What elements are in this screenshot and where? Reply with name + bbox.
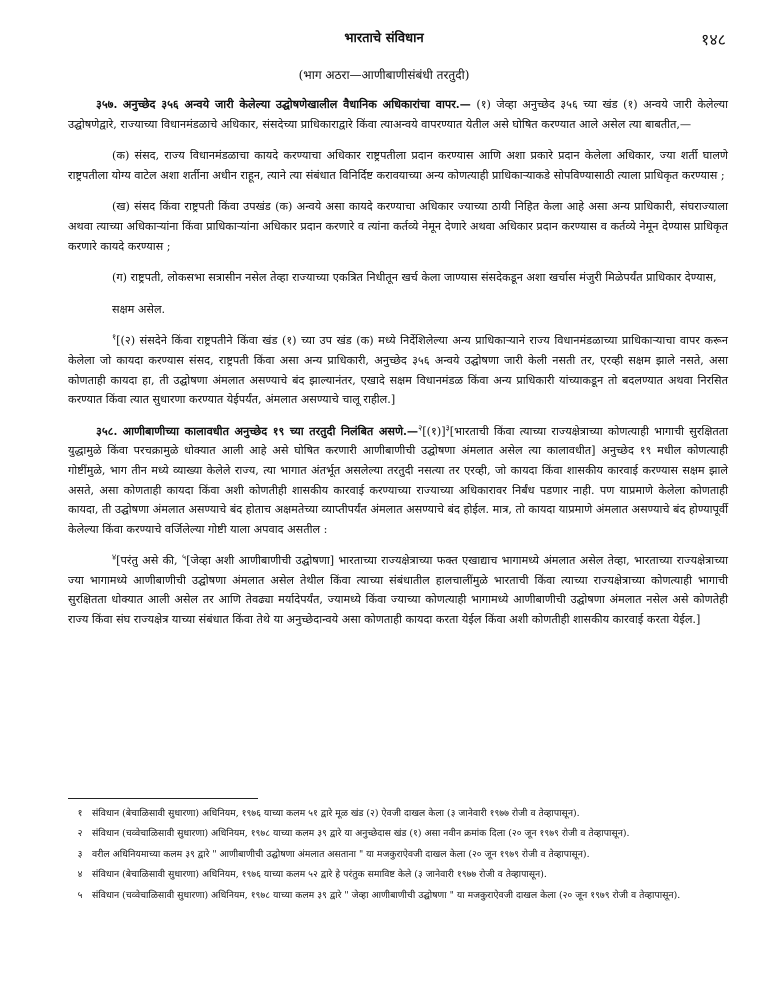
footnote-text: संविधान (चव्वेचाळिसावी सुधारणा) अधिनियम, १९७८ याच्या कलम ३९ द्वारे या अनुच्छेदास खंड (१) असा नवीन क्रमांक दिला (२० जून १९७९ रोजी व तेव्हापासून).	[92, 828, 630, 840]
article-358-clause-1-label: [(१)]	[422, 424, 446, 438]
article-358-proviso	[68, 551, 728, 629]
footnote-ref-4: ४	[112, 552, 117, 562]
article-357-clause-1: (१) जेव्हा अनुच्छेद ३५६ च्या खंड (१) अन्वये जारी केलेल्या उद्घोषणेद्वारे, राज्याच्या विधानमंडळाचे अधिकार, संसदेच्या प्राधिकाराद्वारे किंवा त्याअन्वये वापरण्यात येतील असे घोषित करण्यात आले असेल त्या बाबतीत,—	[68, 98, 728, 131]
footnote	[68, 826, 728, 841]
article-358-heading: आणीबाणीच्या कालावधीत अनुच्छेद १९ च्या तरतुदी निलंबित असणे.—	[122, 423, 419, 438]
article-357-heading: अनुच्छेद ३५६ अन्वये जारी केलेल्या उद्घोषणेखालील वैधानिक अधिकारांचा वापर.—	[122, 97, 471, 111]
footnote-ref-3: ३	[445, 422, 450, 432]
page-number: १४८	[701, 30, 726, 49]
footnote	[68, 867, 728, 882]
footnote-ref-5: ५	[181, 552, 187, 562]
footnote	[68, 847, 728, 862]
document-body	[68, 95, 728, 642]
article-358	[68, 422, 728, 540]
footnotes	[68, 806, 728, 908]
footnote-mark: ५	[77, 889, 83, 901]
footnote-divider	[68, 798, 258, 799]
article-357-clause-2-text: [(२) संसदेने किंवा राष्ट्रपतीने किंवा खंड (१) च्या उप खंड (क) मध्ये निर्देशिलेल्या अन्य प्राधिकाऱ्याने राज्य विधानमंडळाच्या प्राधिकाऱ्याचा वापर करून केलेला जो कायदा करण्यास संसद, राष्ट्रपती किंवा असा अन्य प्राधिकारी, अनुच्छेद ३५६ अन्वये उद्घोषणा जारी केली नसती तर, एरव्ही सक्षम झाले नसते, असा कोणताही कायदा हा, ती उद्घोषणा अंमलात असण्याचे बंद झाल्यानंतर, एखादे सक्षम विधानमंडळ किंवा अन्य प्राधिकारी यांच्याकडून तो बदलण्यात अथवा निरसित करण्यात किंवा त्यात सुधारणा करण्यात येईपर्यंत, अंमलात असण्याचे चालू राहील.]	[68, 334, 728, 407]
article-358-number: ३५८.	[96, 423, 118, 438]
clause-closing: सक्षम असेल.	[112, 302, 166, 316]
page-header-title: भारताचे संविधान	[344, 31, 424, 46]
footnote	[68, 806, 728, 821]
footnote-ref-1: १	[112, 332, 117, 342]
footnote-text: संविधान (बेचाळिसावी सुधारणा) अधिनियम, १९७६ याच्या कलम ५१ द्वारे मूळ खंड (२) ऐवजी दाखल केला (३ जानेवारी १९७७ रोजी व तेव्हापासून).	[92, 808, 580, 819]
proviso-text: [जेव्हा अशी आणीबाणीची उद्घोषणा] भारताच्या राज्यक्षेत्राच्या फक्त एखाद्याच भागामध्ये अंमलात असेल तेव्हा, भारताच्या राज्यक्षेत्राच्या ज्या भागामध्ये आणीबाणीची उद्घोषणा अंमलात असेल तेथील किंवा त्याच्या संबंधातील हालचालींमुळे भारताची किंवा त्याच्या राज्यक्षेत्राच्या कोणत्याही भागाची सुरक्षितता धोक्यात आली असेल तर आणि तेवढ्या मर्यादेपर्यंत, ज्यामध्ये किंवा ज्याच्या कोणत्याही भागामध्ये आणीबाणीची उद्घोषणा अंमलात नसेल असे कोणतेही राज्य किंवा संघ राज्यक्षेत्र याच्या संबंधात किंवा तेथे या अनुच्छेदान्वये असा कोणताही कायदा करता येईल किंवा अशी कोणतीही शासकीय कारवाई करता येईल.]	[68, 554, 728, 627]
clause-b: (ख) संसद किंवा राष्ट्रपती किंवा उपखंड (क) अन्वये असा कायदे करण्याचा अधिकार ज्याच्या ठायी निहित केला आहे असा अन्य प्राधिकारी, संघराज्याला अथवा त्याच्या अधिकाऱ्यांना किंवा प्राधिकाऱ्यांना अधिकार प्रदान करणारे व त्यांना कर्तव्ये नेमून देणारे अथवा अधिकार प्रदान करण्यास व कर्तव्ये नेमून देण्यास प्राधिकृत करणारे कायदे करण्यास ;	[68, 200, 728, 253]
footnote-mark: ३	[77, 848, 83, 860]
footnote-mark: ४	[77, 869, 83, 881]
article-357-number: ३५७.	[96, 97, 118, 111]
proviso-opening: [परंतु असे की,	[116, 554, 178, 568]
article-357-intro	[68, 95, 728, 134]
clause-c: (ग) राष्ट्रपती, लोकसभा सत्रासीन नसेल तेव्हा राज्याच्या एकत्रित निधीतून खर्च केला जाण्यास संसदेकडून अशा खर्चास मंजुरी मिळेपर्यंत प्राधिकार देण्यास,	[112, 271, 717, 285]
footnote-mark: १	[77, 808, 83, 819]
part-subtitle: (भाग अठरा—आणीबाणीसंबंधी तरतुदी)	[298, 68, 470, 82]
footnote-text: संविधान (चव्वेचाळिसावी सुधारणा) अधिनियम, १९७८ याच्या कलम ३९ द्वारे " जेव्हा आणीबाणीची उद्घोषणा " या मजकुराऐवजी दाखल केला (२० जून १९७९ रोजी व तेव्हापासून).	[92, 889, 681, 901]
article-358-text: [भारताची किंवा त्याच्या राज्यक्षेत्राच्या कोणत्याही भागाची सुरक्षितता युद्धामुळे किंवा परचक्रामुळे धोक्यात आली आहे असे घोषित करणारी आणीबाणीची उद्घोषणा अंमलात असेल त्या कालावधीत] अनुच्छेद १९ मधील कोणत्याही गोष्टींमुळे, भाग तीन मध्ये व्याख्या केलेले राज्य, त्या भागात अंतर्भूत असलेल्या तरतुदी नसत्या तर एरव्ही, जो कायदा किंवा शासकीय कारवाई करण्यास सक्षम झाले असते, असा कोणताही कायदा किंवा अशी कोणतीही शासकीय कारवाई करण्याच्या राज्याच्या अधिकारावर निर्बंध पडणार नाही. पण याप्रमाणे केलेला कोणताही कायदा, ती उद्घोषणा अंमलात असण्याचे बंद होताच अक्षमतेच्या व्याप्तीपर्यंत अंमलात असण्याचे बंद होईल. मात्र, तो कायदा याप्रमाणे अंमलात असण्याचे बंद होण्यापूर्वी केलेल्या किंवा करण्याचे वर्जिलेल्या गोष्टी याला अपवाद असतील :	[68, 424, 728, 536]
footnote-text: वरील अधिनियमाच्या कलम ३९ द्वारे " आणीबाणीची उद्घोषणा अंमलात असताना " या मजकुराऐवजी दाखल केला (२० जून १९७९ रोजी व तेव्हापासून).	[92, 848, 590, 860]
footnote-mark: २	[77, 828, 83, 840]
footnote	[68, 888, 728, 903]
clause-a: (क) संसद, राज्य विधानमंडळाचा कायदे करण्याचा अधिकार राष्ट्रपतीला प्रदान करण्यास आणि अशा प्रकारे प्रदान केलेला अधिकार, ज्या शर्ती घालणे राष्ट्रपतीला योग्य वाटेल अशा शर्तीना अधीन राहून, त्याने त्या संबंधात विनिर्दिष्ट करावयाच्या अन्य कोणत्याही प्राधिकाऱ्याकडे सोपविण्यासाठी त्याला प्राधिकृत करण्यास ;	[68, 149, 728, 182]
article-357-clause-2	[68, 331, 728, 409]
footnote-text: संविधान (बेचाळिसावी सुधारणा) अधिनियम, १९७६ याच्या कलम ५२ द्वारे हे परंतुक समाविष्ट केले (३ जानेवारी १९७७ रोजी व तेव्हापासून).	[92, 869, 547, 881]
footnote-ref-2: २	[418, 422, 423, 432]
